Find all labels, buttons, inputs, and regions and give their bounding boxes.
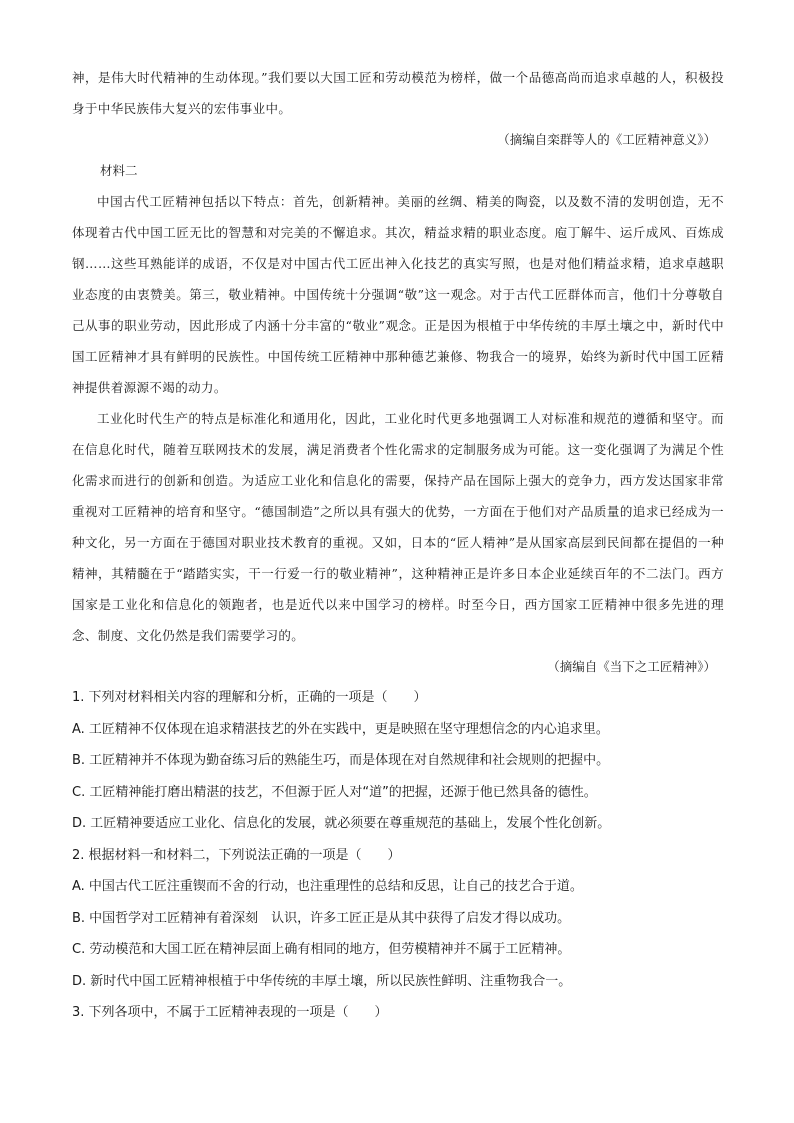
question-2-option-a: A. 中国古代工匠注重锲而不舍的行动，也注重理性的总结和反思，让自己的技艺合于道。 (72, 879, 583, 894)
material1-source: （摘编自栾群等人的《工匠精神意义》） (497, 132, 716, 147)
material2-heading: 材料二 (100, 163, 138, 178)
question-2-stem: 2. 根据材料一和材料二，下列说法正确的一项是（ ） (72, 847, 401, 863)
question-2-option-b: B. 中国哲学对工匠精神有着深刻 认识，许多工匠正是从其中获得了启发才得以成功。 (72, 910, 571, 926)
material1-tail-paragraph: 神，是伟大时代精神的生动体现。”我们要以大国工匠和劳动模范为榜样，做一个品德高尚而追求卓越的人，积极投身于中华民族伟大复兴的宏伟事业中。 (72, 70, 724, 116)
question-1-option-d: D. 工匠精神要适应工业化、信息化的发展，就必须要在尊重规范的基础上，发展个性化创新。 (72, 816, 611, 831)
document-page (72, 62, 724, 1029)
material2-paragraph-1: 中国古代工匠精神包括以下特点：首先，创新精神。美丽的丝绸、精美的陶瓷，以及数不清的发明创造，无不体现着古代中国工匠无比的智慧和对完美的不懈追求。其次，精益求精的职业态度。庖丁解牛、运斤成风、百炼成钢……这些耳熟能详的成语，不仅是对中国古代工匠出神入化技艺的真实写照，也是对他们精益求精，追求卓越职业态度的由衷赞美。第三，敬业精神。中国传统十分强调“敬”这一观念。对于古代工匠群体而言，他们十分尊敬自己从事的职业劳动，因此形成了内涵十分丰富的“敬业”观念。正是因为根植于中华传统的丰厚土壤之中，新时代中国工匠精神才具有鲜明的民族性。中国传统工匠精神中那种德艺兼修、物我合一的境界，始终为新时代中国工匠精神提供着源源不竭的动力。 (72, 194, 724, 395)
question-3-stem: 3. 下列各项中，不属于工匠精神表现的一项是（ ） (72, 1005, 388, 1020)
question-1-stem: 1. 下列对材料相关内容的理解和分析，正确的一项是（ ） (72, 690, 427, 705)
material2-source: （摘编自《当下之工匠精神》） (547, 659, 716, 674)
material2-paragraph-2: 工业化时代生产的特点是标准化和通用化，因此，工业化时代更多地强调工人对标准和规范的遵循和坚守。而在信息化时代，随着互联网技术的发展，满足消费者个性化需求的定制服务成为可能。这一变化强调了为满足个性化需求而进行的创新和创造。为适应工业化和信息化的需要，保持产品在国际上强大的竞争力，西方发达国家非常重视对工匠精神的培育和坚守。“德国制造”之所以具有强大的优势，一方面在于他们对产品质量的追求已经成为一种文化，另一方面在于德国对职业技术教育的重视。又如，日本的“匠人精神”是从国家高层到民间都在提倡的一种精神，其精髓在于“踏踏实实，干一行爱一行的敬业精神”，这种精神正是许多日本企业延续百年的不二法门。西方国家是工业化和信息化的领跑者，也是近代以来中国学习的榜样。时至今日，西方国家工匠精神中很多先进的理念、制度、文化仍然是我们需要学习的。 (72, 411, 724, 643)
question-1-option-b: B. 工匠精神并不体现为勤奋练习后的熟能生巧，而是体现在对自然规律和社会规则的把握中。 (72, 753, 610, 768)
question-1-option-c: C. 工匠精神能打磨出精湛的技艺，不但源于匠人对“道”的把握，还源于他已然具备的德性。 (72, 784, 597, 800)
question-1-option-a: A. 工匠精神不仅体现在追求精湛技艺的外在实践中，更是映照在坚守理想信念的内心追求里。 (72, 721, 609, 737)
question-2-option-c: C. 劳动模范和大国工匠在精神层面上确有相同的地方，但劳模精神并不属于工匠精神。 (72, 942, 571, 957)
question-2-option-d: D. 新时代中国工匠精神根植于中华传统的丰厚土壤，所以民族性鲜明、注重物我合一。 (72, 973, 572, 989)
